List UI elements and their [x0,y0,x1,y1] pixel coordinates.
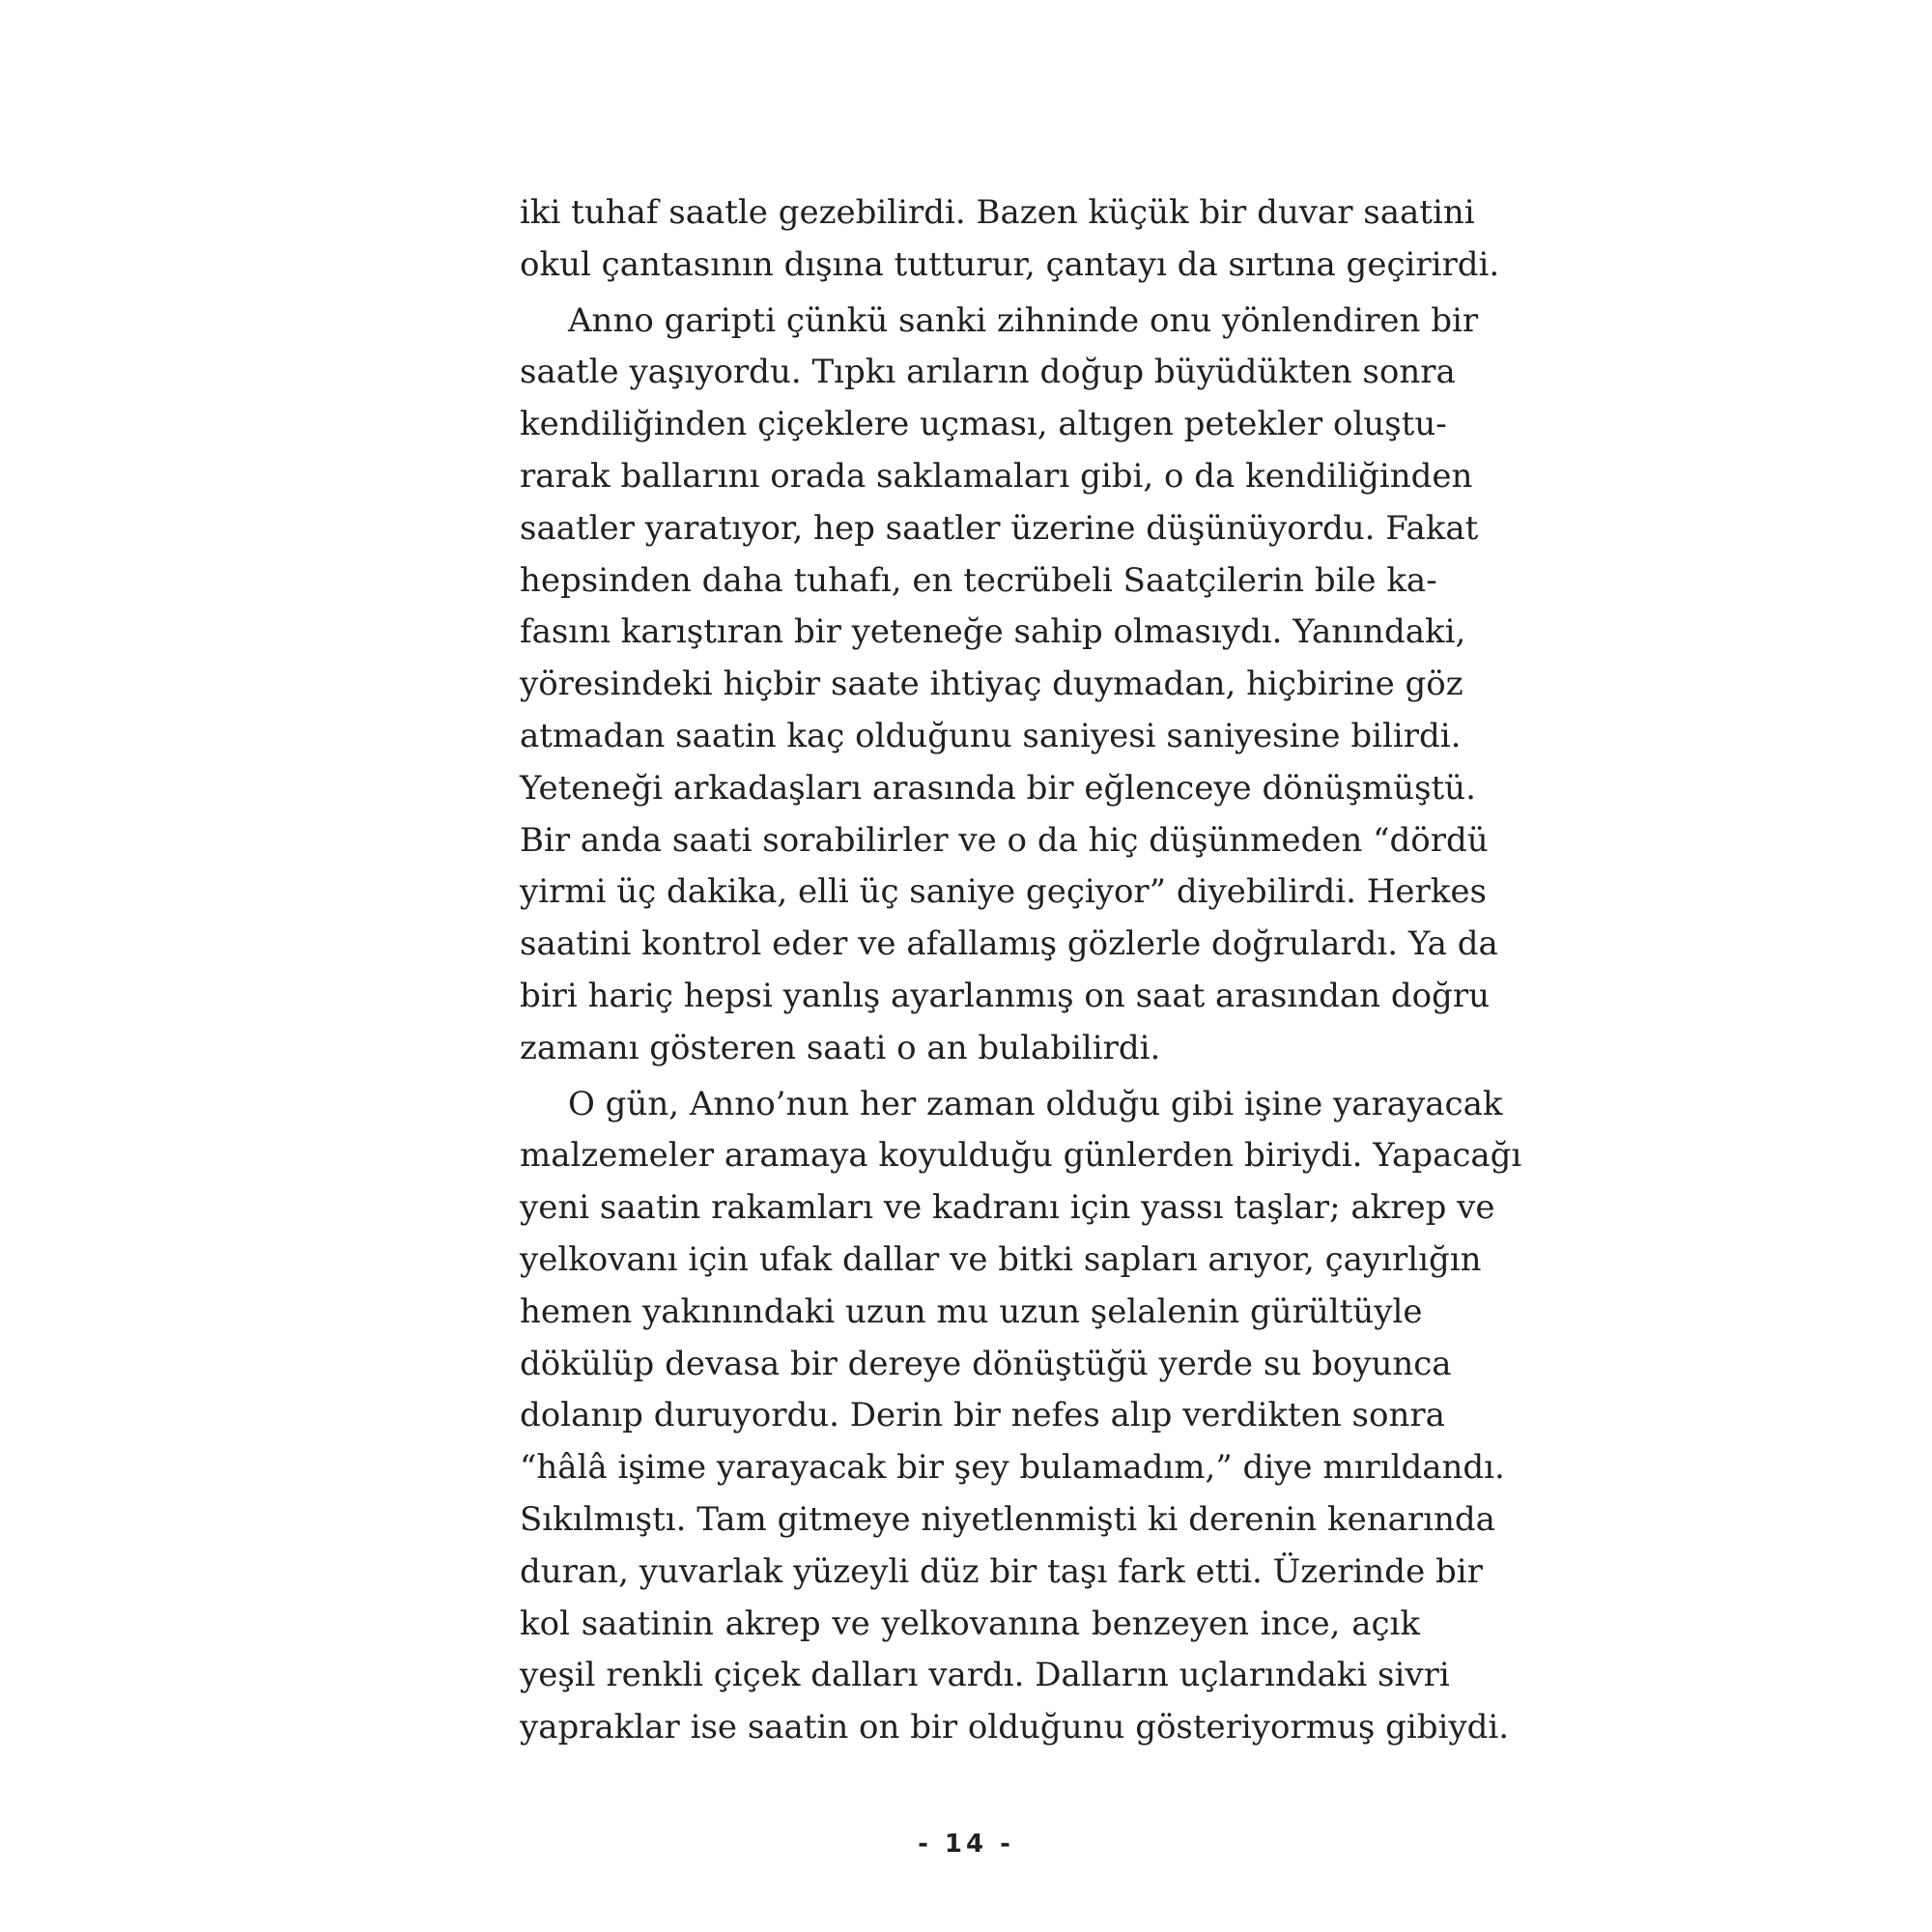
text-line: hepsinden daha tuhafı, en tecrübeli Saatçilerin bile ka- [520,560,1437,600]
text-line: O gün, Anno’nun her zaman olduğu gibi işine yarayacak [568,1084,1503,1123]
body-text [520,187,1522,1758]
text-line: rarak ballarını orada saklamaları gibi, o da kendiliğinden [520,456,1473,496]
text-line: Yeteneği arkadaşları arasında bir eğlenceye dönüşmüştü. [520,768,1476,808]
text-line: okul çantasının dışına tutturur, çantayı da sırtına geçirirdi. [520,244,1500,284]
text-line: kendiliğinden çiçeklere uçması, altıgen petekler oluştu- [520,405,1447,444]
text-line: yöresindeki hiçbir saate ihtiyaç duymadan, hiçbirine göz [520,665,1463,704]
text-line: “hâlâ işime yarayacak bir şey bulamadım,” diye mırıldandı. [520,1448,1505,1488]
text-line: yelkovanı için ufak dallar ve bitki sapları arıyor, çayırlığın [520,1239,1482,1279]
text-line: yapraklar ise saatin on bir olduğunu gösteriyormuş gibiydi. [520,1708,1510,1747]
text-line: kol saatinin akrep ve yelkovanına benzeyen ince, açık [520,1604,1420,1643]
text-line: Bir anda saati sorabilirler ve o da hiç düşünmeden “dördü [520,820,1489,860]
page-number: - 14 - [918,1830,1014,1859]
text-line: yeşil renkli çiçek dalları vardı. Dalların uçlarındaki sivri [520,1656,1450,1695]
text-line: Sıkılmıştı. Tam gitmeye niyetlenmişti ki derenin kenarında [520,1499,1495,1539]
text-line: hemen yakınındaki uzun mu uzun şelalenin gürültüyle [520,1292,1423,1331]
paragraph [520,187,1500,292]
text-line: fasını karıştıran bir yeteneğe sahip olmasıydı. Yanındaki, [520,612,1466,652]
text-line: yirmi üç dakika, elli üç saniye geçiyor” diyebilirdi. Herkes [520,872,1487,912]
text-line: dökülüp devasa bir dereye dönüştüğü yerde su boyunca [520,1344,1452,1383]
text-line: iki tuhaf saatle gezebilirdi. Bazen küçük bir duvar saatini [520,193,1475,232]
text-line: yeni saatin rakamları ve kadranı için yassı taşlar; akrep ve [520,1188,1495,1228]
text-line: Anno garipti çünkü sanki zihninde onu yönlendiren bir [568,300,1479,340]
text-line: atmadan saatin kaç olduğunu saniyesi saniyesine bilirdi. [520,716,1462,755]
text-line: biri hariç hepsi yanlış ayarlanmış on saat arasından doğru [520,976,1490,1015]
paragraph [520,1079,1522,1754]
text-line: saatle yaşıyordu. Tıpkı arıların doğup büyüdükten sonra [520,353,1456,392]
text-line: malzemeler aramaya koyulduğu günlerden biriydi. Yapacağı [520,1136,1522,1176]
text-line: saatler yaratıyor, hep saatler üzerine düşünüyordu. Fakat [520,508,1479,548]
text-line: saatini kontrol eder ve afallamış gözlerle doğrulardı. Ya da [520,924,1498,964]
text-line: dolanıp duruyordu. Derin bir nefes alıp verdikten sonra [520,1396,1445,1435]
paragraph [520,296,1498,1075]
text-line: duran, yuvarlak yüzeyli düz bir taşı fark etti. Üzerinde bir [520,1551,1483,1591]
text-line: zamanı gösteren saati o an bulabilirdi. [520,1028,1161,1067]
